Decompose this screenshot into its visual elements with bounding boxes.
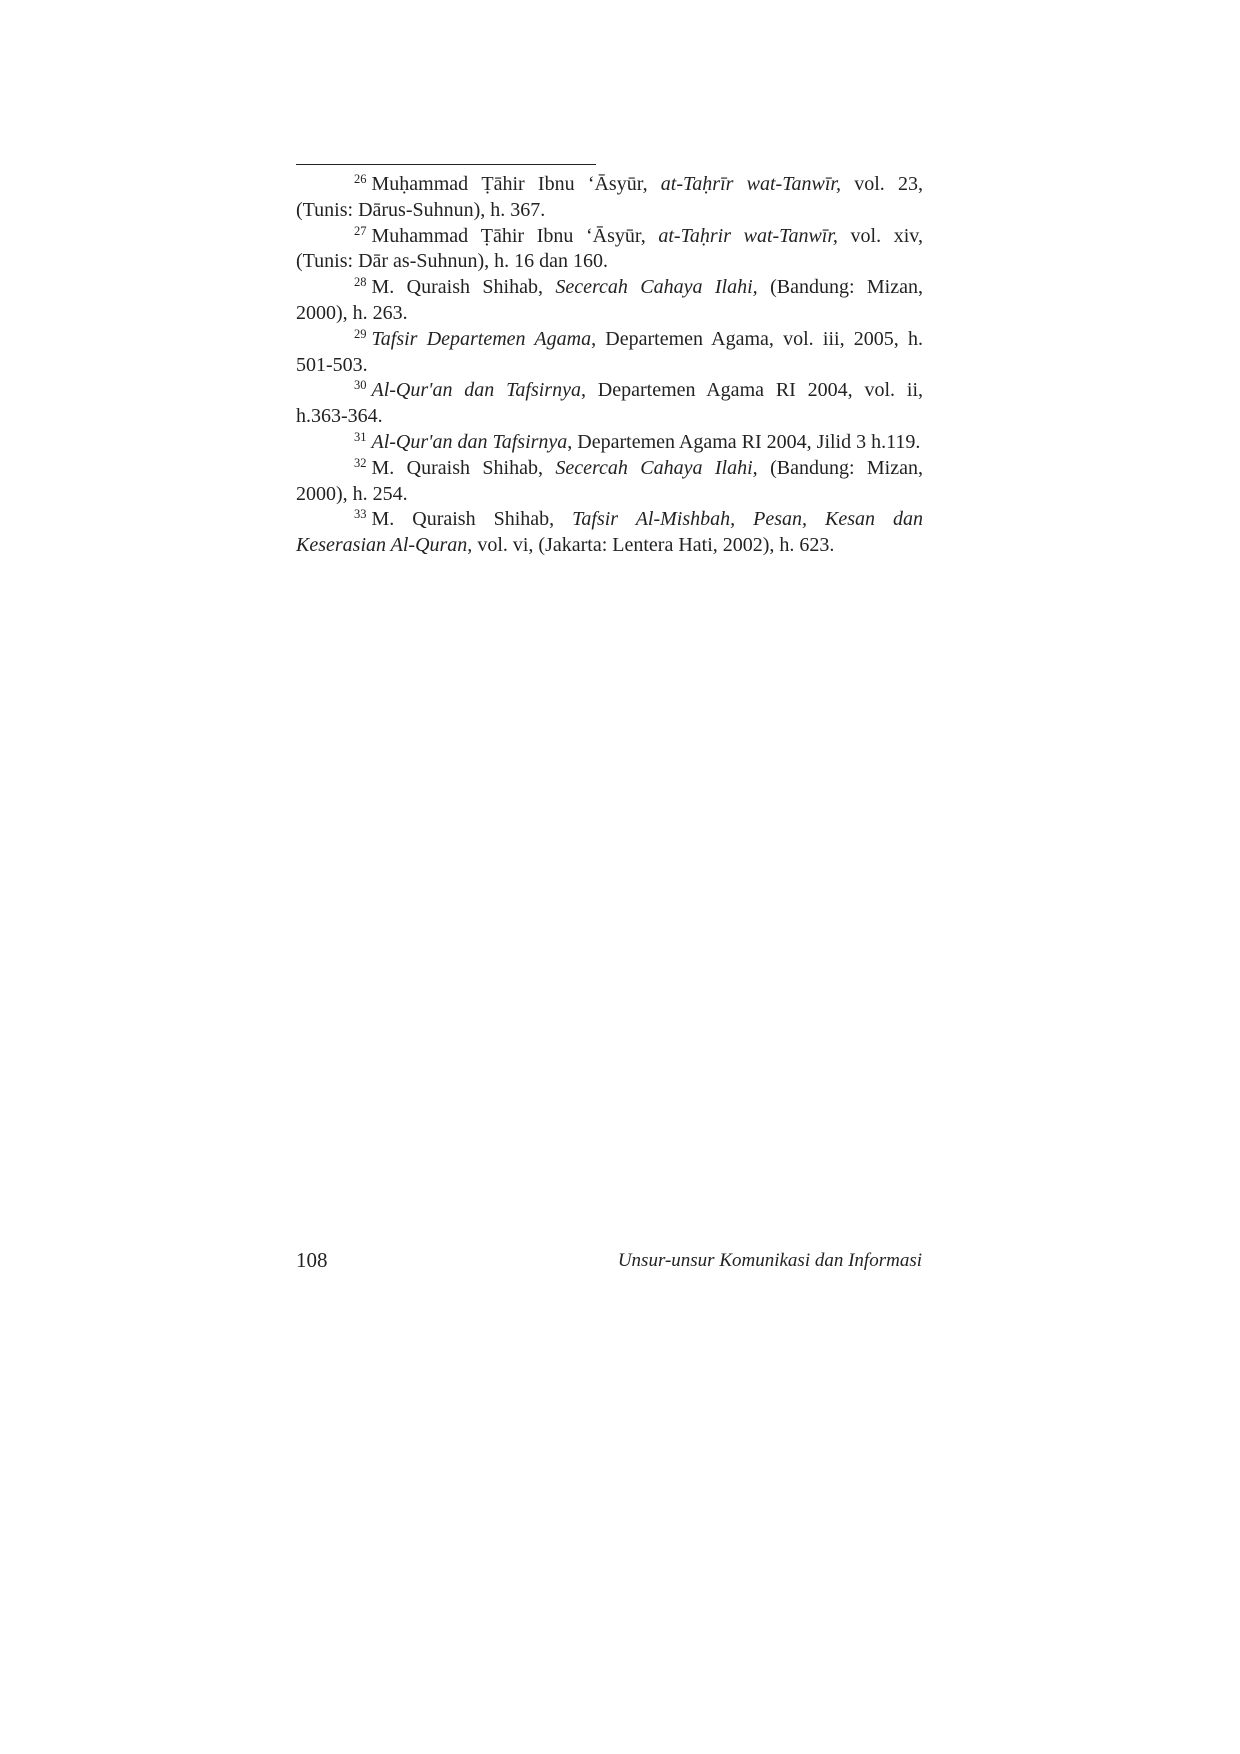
footnote-text: Muhammad Ṭāhir Ibnu ‘Āsyūr,: [371, 224, 659, 247]
footnote-text: , Departemen Agama RI 2004, Jilid 3 h.119.: [567, 430, 921, 453]
footnotes-block: [296, 172, 923, 559]
footnote-number: 28: [354, 275, 367, 290]
footnote-text: M. Quraish Shihab,: [371, 456, 556, 479]
footnote-title: Al-Qur'an dan Tafsirnya: [371, 430, 568, 453]
footnote-text: vol. xiv, (Tunis: Dār as-Suhnun), h. 16 dan 160.: [296, 224, 923, 273]
page-number: 108: [296, 1248, 328, 1272]
footnote-separator-rule: [296, 164, 596, 165]
footnote-text: , Departemen Agama, vol. iii, 2005, h. 501-503.: [296, 327, 924, 376]
footnote-title: at-Taḥrir wat-Tanwīr,: [658, 224, 838, 247]
footnote-text: vol. 23, (Tunis: Dārus-Suhnun), h. 367.: [296, 173, 923, 221]
footnote-33: [296, 507, 923, 559]
footnote-title: Secercah Cahaya Ilahi,: [555, 276, 758, 299]
footnote-32: [296, 456, 923, 508]
footnote-number: 26: [354, 172, 367, 186]
footnote-number: 33: [354, 507, 367, 522]
footnote-number: 27: [354, 223, 367, 238]
footnote-text: Muḥammad Ṭāhir Ibnu ‘Āsyūr,: [371, 173, 661, 195]
footnote-title: Al-Qur'an dan Tafsirnya: [371, 379, 581, 402]
footnote-number: 31: [354, 429, 367, 444]
footnote-text: M. Quraish Shihab,: [371, 508, 573, 531]
footnote-text: , (Bandung: Mizan, 2000), h. 254.: [296, 456, 923, 505]
footnote-27: [296, 224, 923, 276]
footnote-text: vol. vi, (Jakarta: Lentera Hati, 2002), h. 623.: [472, 534, 835, 557]
footnote-29: [296, 327, 923, 379]
footnote-title: Tafsir Departemen Agama: [371, 327, 592, 350]
footnote-text: , Departemen Agama RI 2004, vol. ii, h.363-364.: [296, 379, 924, 428]
footnote-title: at-Taḥrīr wat-Tanwīr,: [660, 173, 841, 195]
footnote-number: 30: [354, 378, 367, 393]
footnote-28: [296, 275, 923, 327]
footnote-title: Tafsir Al-Mishbah, Pesan, Kesan dan Keserasian Al-Quran,: [296, 508, 923, 557]
footnote-30: [296, 378, 923, 430]
footnote-text: M. Quraish Shihab,: [371, 276, 556, 299]
footnote-title: Secercah Cahaya Ilahi: [555, 456, 753, 479]
running-footer-title: Unsur-unsur Komunikasi dan Informasi: [617, 1250, 922, 1271]
footnote-number: 32: [354, 455, 367, 470]
footnote-text: (Bandung: Mizan, 2000), h. 263.: [296, 276, 923, 324]
footnote-number: 29: [354, 326, 367, 341]
footnote-26: [296, 172, 923, 224]
footnote-31: [296, 430, 923, 456]
